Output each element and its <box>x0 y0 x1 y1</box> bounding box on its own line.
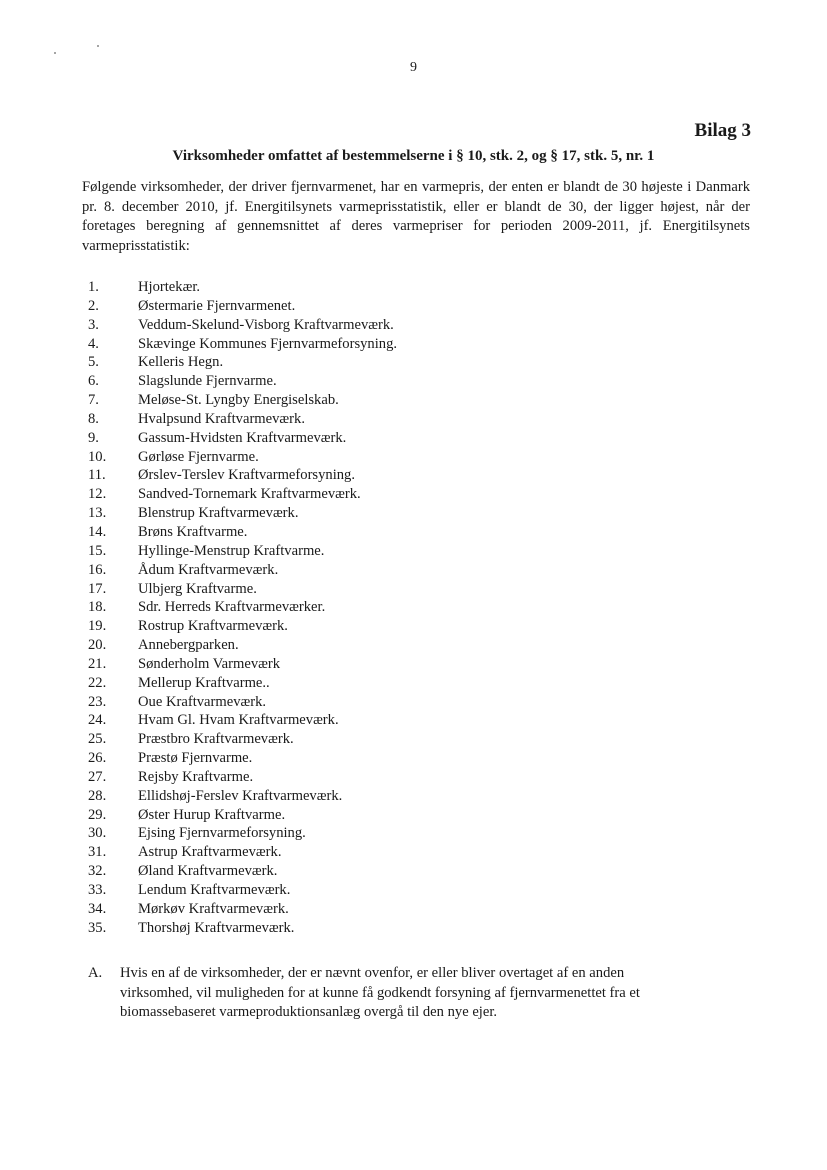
list-item-name: Sandved-Tornemark Kraftvarmeværk. <box>138 486 361 503</box>
list-item <box>0 448 827 467</box>
list-item-number: 24. <box>88 712 107 729</box>
list-item-number: 12. <box>88 486 107 503</box>
list-item <box>0 636 827 655</box>
list-item-name: Blenstrup Kraftvarmeværk. <box>138 505 299 522</box>
list-item-name: Sønderholm Varmeværk <box>138 655 281 672</box>
list-item-name: Hyllinge-Menstrup Kraftvarme. <box>138 542 325 559</box>
list-item-number: 20. <box>88 637 107 654</box>
list-item-name: Annebergparken. <box>138 637 239 654</box>
list-item <box>0 919 827 938</box>
list-item-name: Østermarie Fjernvarmenet. <box>138 297 296 314</box>
list-item-name: Ådum Kraftvarmeværk. <box>138 561 279 578</box>
list-item <box>0 598 827 617</box>
list-item <box>0 693 827 712</box>
list-item-name: Meløse-St. Lyngby Energiselskab. <box>138 392 339 409</box>
list-item-number: 8. <box>88 410 99 427</box>
list-item <box>0 278 827 297</box>
list-item-name: Lendum Kraftvarmeværk. <box>138 882 291 898</box>
page-number: 9 <box>410 60 417 75</box>
list-item <box>0 881 827 900</box>
list-item <box>0 730 827 749</box>
list-item-number: 28. <box>88 787 107 804</box>
list-item-name: Hvalpsund Kraftvarmeværk. <box>138 410 305 427</box>
list-item <box>0 542 827 561</box>
list-item-name: Øster Hurup Kraftvarme. <box>138 806 286 823</box>
list-item-number: 33. <box>88 882 107 898</box>
list-item-number: 5. <box>88 354 99 371</box>
list-item-number: 32. <box>88 863 107 880</box>
list-item <box>0 806 827 825</box>
list-item <box>0 316 827 335</box>
list-item <box>0 561 827 580</box>
list-item-name: Astrup Kraftvarmeværk. <box>138 844 282 861</box>
list-item <box>0 824 827 843</box>
list-item-name: Kelleris Hegn. <box>138 354 224 371</box>
list-item-name: Øland Kraftvarmeværk. <box>138 863 278 880</box>
list-item-number: 17. <box>88 580 107 597</box>
list-item-number: 31. <box>88 844 107 861</box>
scan-speck <box>97 45 99 47</box>
list-item <box>0 485 827 504</box>
list-item-name: Rostrup Kraftvarmeværk. <box>138 618 288 635</box>
company-list <box>0 278 827 938</box>
list-item-number: 14. <box>88 523 107 540</box>
list-item-name: Rejsby Kraftvarme. <box>138 768 254 785</box>
list-item-number: 13. <box>88 505 107 522</box>
list-item-name: Thorshøj Kraftvarmeværk. <box>138 919 295 936</box>
list-item-number: 23. <box>88 693 107 710</box>
list-item-name: Mellerup Kraftvarme.. <box>138 674 270 691</box>
list-item <box>0 391 827 410</box>
list-item <box>0 335 827 354</box>
list-item-name: Ulbjerg Kraftvarme. <box>138 580 257 597</box>
list-item-name: Gassum-Hvidsten Kraftvarmeværk. <box>138 429 347 446</box>
list-item <box>0 862 827 881</box>
list-item-number: 30. <box>88 825 107 842</box>
list-item-number: 27. <box>88 768 107 785</box>
list-item <box>0 711 827 730</box>
list-item <box>0 787 827 806</box>
list-item-name: Hvam Gl. Hvam Kraftvarmeværk. <box>138 712 339 729</box>
document-title: Virksomheder omfattet af bestemmelserne i § 10, stk. 2, og § 17, stk. 5, nr. 1 <box>172 148 655 164</box>
list-item-name: Mørkøv Kraftvarmeværk. <box>138 900 289 917</box>
annex-label: Bilag 3 <box>694 120 751 141</box>
list-item-number: 2. <box>88 297 99 314</box>
list-item-number: 9. <box>88 429 99 446</box>
list-item <box>0 372 827 391</box>
list-item <box>0 504 827 523</box>
list-item <box>0 674 827 693</box>
list-item-number: 3. <box>88 316 99 333</box>
list-item <box>0 843 827 862</box>
list-item <box>0 655 827 674</box>
list-item-number: 34. <box>88 900 107 917</box>
list-item <box>0 466 827 485</box>
list-item <box>0 523 827 542</box>
note-marker: A. <box>88 965 103 981</box>
list-item-number: 10. <box>88 448 107 465</box>
list-item-number: 15. <box>88 542 107 559</box>
list-item <box>0 617 827 636</box>
list-item-number: 18. <box>88 599 107 616</box>
list-item-name: Ejsing Fjernvarmeforsyning. <box>138 825 306 842</box>
list-item-name: Gørløse Fjernvarme. <box>138 448 259 465</box>
list-item-number: 4. <box>88 335 99 352</box>
list-item-name: Sdr. Herreds Kraftvarmeværker. <box>138 599 326 616</box>
list-item-number: 22. <box>88 674 107 691</box>
list-item <box>0 900 827 919</box>
list-item-name: Skævinge Kommunes Fjernvarmeforsyning. <box>138 335 398 352</box>
list-item-name: Præstbro Kraftvarmeværk. <box>138 731 294 748</box>
scan-speck <box>54 52 56 54</box>
list-item-name: Ørslev-Terslev Kraftvarmeforsyning. <box>138 467 355 484</box>
list-item-name: Brøns Kraftvarme. <box>138 523 248 540</box>
list-item-number: 11. <box>88 467 106 484</box>
list-item-number: 1. <box>88 279 99 295</box>
list-item <box>0 768 827 787</box>
intro-paragraph: Følgende virksomheder, der driver fjernvarmenet, har en varmepris, der enten er blandt de 30 højeste i Danmark pr. 8. december 2010, jf. Energitilsynets varmeprisstatistik, eller er blandt de 30, der ligger højest, når der foretages beregning af gennemsnittet af deres varmepriser for perioden 2009-2011, jf. Energitilsynets varmeprisstatistik: <box>82 179 750 254</box>
list-item-name: Hjortekær. <box>138 279 201 295</box>
list-item-name: Præstø Fjernvarme. <box>138 750 253 767</box>
list-item-number: 19. <box>88 618 107 635</box>
list-item <box>0 353 827 372</box>
list-item <box>0 297 827 316</box>
list-item-number: 26. <box>88 750 107 767</box>
list-item-number: 16. <box>88 561 107 578</box>
list-item-name: Veddum-Skelund-Visborg Kraftvarmeværk. <box>138 316 394 333</box>
list-item-number: 6. <box>88 373 99 390</box>
list-item <box>0 429 827 448</box>
list-item <box>0 410 827 429</box>
list-item-number: 7. <box>88 392 99 409</box>
list-item-number: 25. <box>88 731 107 748</box>
list-item-name: Ellidshøj-Ferslev Kraftvarmeværk. <box>138 787 343 804</box>
note-text: Hvis en af de virksomheder, der er nævnt ovenfor, er eller bliver overtaget af en anden virksomhed, vil muligheden for at kunne få godkendt forsyning af fjernvarmenettet fra et biomassebaseret varmeproduktionsanlæg overgå til den nye ejer. <box>120 965 640 1020</box>
list-item-name: Oue Kraftvarmeværk. <box>138 693 267 710</box>
list-item <box>0 580 827 599</box>
list-item <box>0 749 827 768</box>
list-item-name: Slagslunde Fjernvarme. <box>138 373 277 390</box>
list-item-number: 21. <box>88 655 107 672</box>
list-item-number: 29. <box>88 806 107 823</box>
list-item-number: 35. <box>88 919 107 936</box>
